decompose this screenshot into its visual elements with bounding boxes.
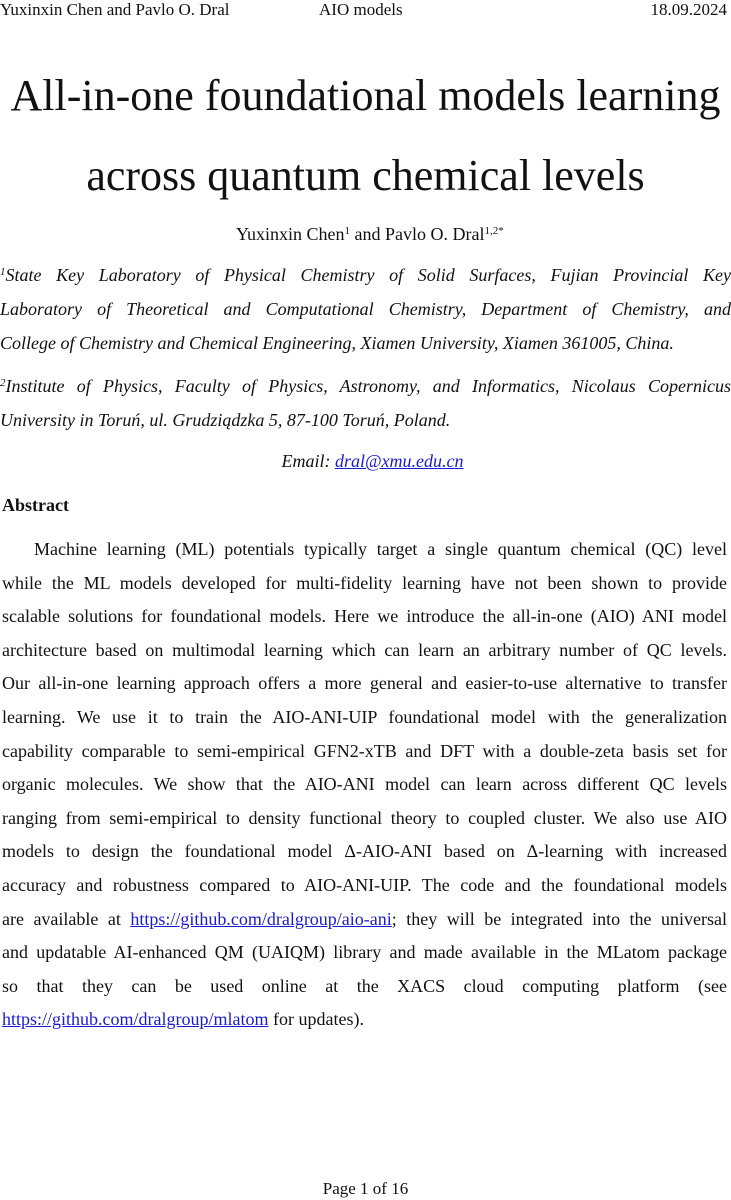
running-header xyxy=(0,0,731,22)
header-date: 18.09.2024 xyxy=(650,0,727,19)
abstract-body xyxy=(2,533,727,1037)
page-number: Page 1 of 16 xyxy=(322,1179,409,1198)
author-2: Pavlo O. Dral xyxy=(385,224,485,244)
abstract-line: capability comparable to semi-empirical GFN2-xTB and DFT with a double-zeta basis set for xyxy=(2,740,727,761)
abstract-line: Machine learning (ML) potentials typically target a single quantum chemical (QC) level xyxy=(34,539,727,559)
code-repo-link[interactable]: https://github.com/dralgroup/aio-ani xyxy=(130,908,392,929)
abstract-line: organic molecules. We show that the AIO-ANI model can learn across different QC levels xyxy=(2,774,727,795)
paper-title xyxy=(0,56,731,216)
abstract-line: are available at https://github.com/dralgroup/aio-ani; they will be integrated into the universal xyxy=(2,908,727,929)
affiliation-1 xyxy=(0,258,731,360)
abstract-line: and updatable AI-enhanced QM (UAIQM) library and made available in the MLatom package xyxy=(2,942,727,963)
abstract-line: learning. We use it to train the AIO-ANI-UIP foundational model with the generalization xyxy=(2,706,727,727)
header-short-title: AIO models xyxy=(319,0,403,19)
contact-email xyxy=(0,449,731,473)
author-list xyxy=(0,222,731,246)
title-line-2: across quantum chemical levels xyxy=(86,151,645,200)
abstract-line: while the ML models developed for multi-fidelity learning have not been shown to provide xyxy=(2,572,727,593)
abstract-line: accuracy and robustness compared to AIO-ANI-UIP. The code and the foundational models xyxy=(2,874,727,895)
abstract-line: Our all-in-one learning approach offers a more general and easier-to-use alternative to transfer xyxy=(2,673,727,694)
author-1-affil-mark: 1 xyxy=(344,225,351,237)
mlatom-repo-link[interactable]: https://github.com/dralgroup/mlatom xyxy=(2,1009,269,1030)
affiliation-1-line: College of Chemistry and Chemical Engineering, Xiamen University, Xiamen 361005, China. xyxy=(0,333,674,353)
abstract-line: ranging from semi-empirical to density functional theory to coupled cluster. We also use AIO xyxy=(2,807,727,828)
abstract-heading: Abstract xyxy=(2,495,69,515)
author-conjunction: and xyxy=(350,224,386,244)
header-authors: Yuxinxin Chen and Pavlo O. Dral xyxy=(0,0,230,19)
affiliation-2 xyxy=(0,369,731,437)
affiliation-2-mark: 2 xyxy=(0,377,6,389)
affiliation-2-line: $^2$Institute of Physics, Faculty of Physics, Astronomy, and Informatics, Nicolaus Copernicus xyxy=(0,376,731,396)
affiliation-1-line: $^1$State Key Laboratory of Physical Chemistry of Solid Surfaces, Fujian Provincial Key xyxy=(0,265,731,285)
author-1: Yuxinxin Chen xyxy=(236,224,345,244)
abstract-line: architecture based on multimodal learning which can learn an arbitrary number of QC levels. xyxy=(2,639,727,660)
title-line-1: All-in-one foundational models learning xyxy=(10,71,721,120)
abstract-line: https://github.com/dralgroup/mlatom for updates). xyxy=(2,1009,364,1030)
abstract-line: so that they can be used online at the XACS cloud computing platform (see xyxy=(2,975,727,996)
email-label: Email: xyxy=(281,451,335,471)
abstract-line: scalable solutions for foundational models. Here we introduce the all-in-one (AIO) ANI model xyxy=(2,606,727,627)
affiliation-1-mark: 1 xyxy=(0,266,6,278)
abstract-line: models to design the foundational model Δ-AIO-ANI based on Δ-learning with increased xyxy=(2,841,727,862)
email-link[interactable]: dral@xmu.edu.cn xyxy=(334,451,464,471)
affiliation-1-line: Laboratory of Theoretical and Computational Chemistry, Department of Chemistry, and xyxy=(0,299,731,319)
affiliation-2-line: University in Toruń, ul. Grudziądzka 5, 87-100 Toruń, Poland. xyxy=(0,410,451,430)
author-2-affil-mark: 1,2* xyxy=(484,225,504,237)
